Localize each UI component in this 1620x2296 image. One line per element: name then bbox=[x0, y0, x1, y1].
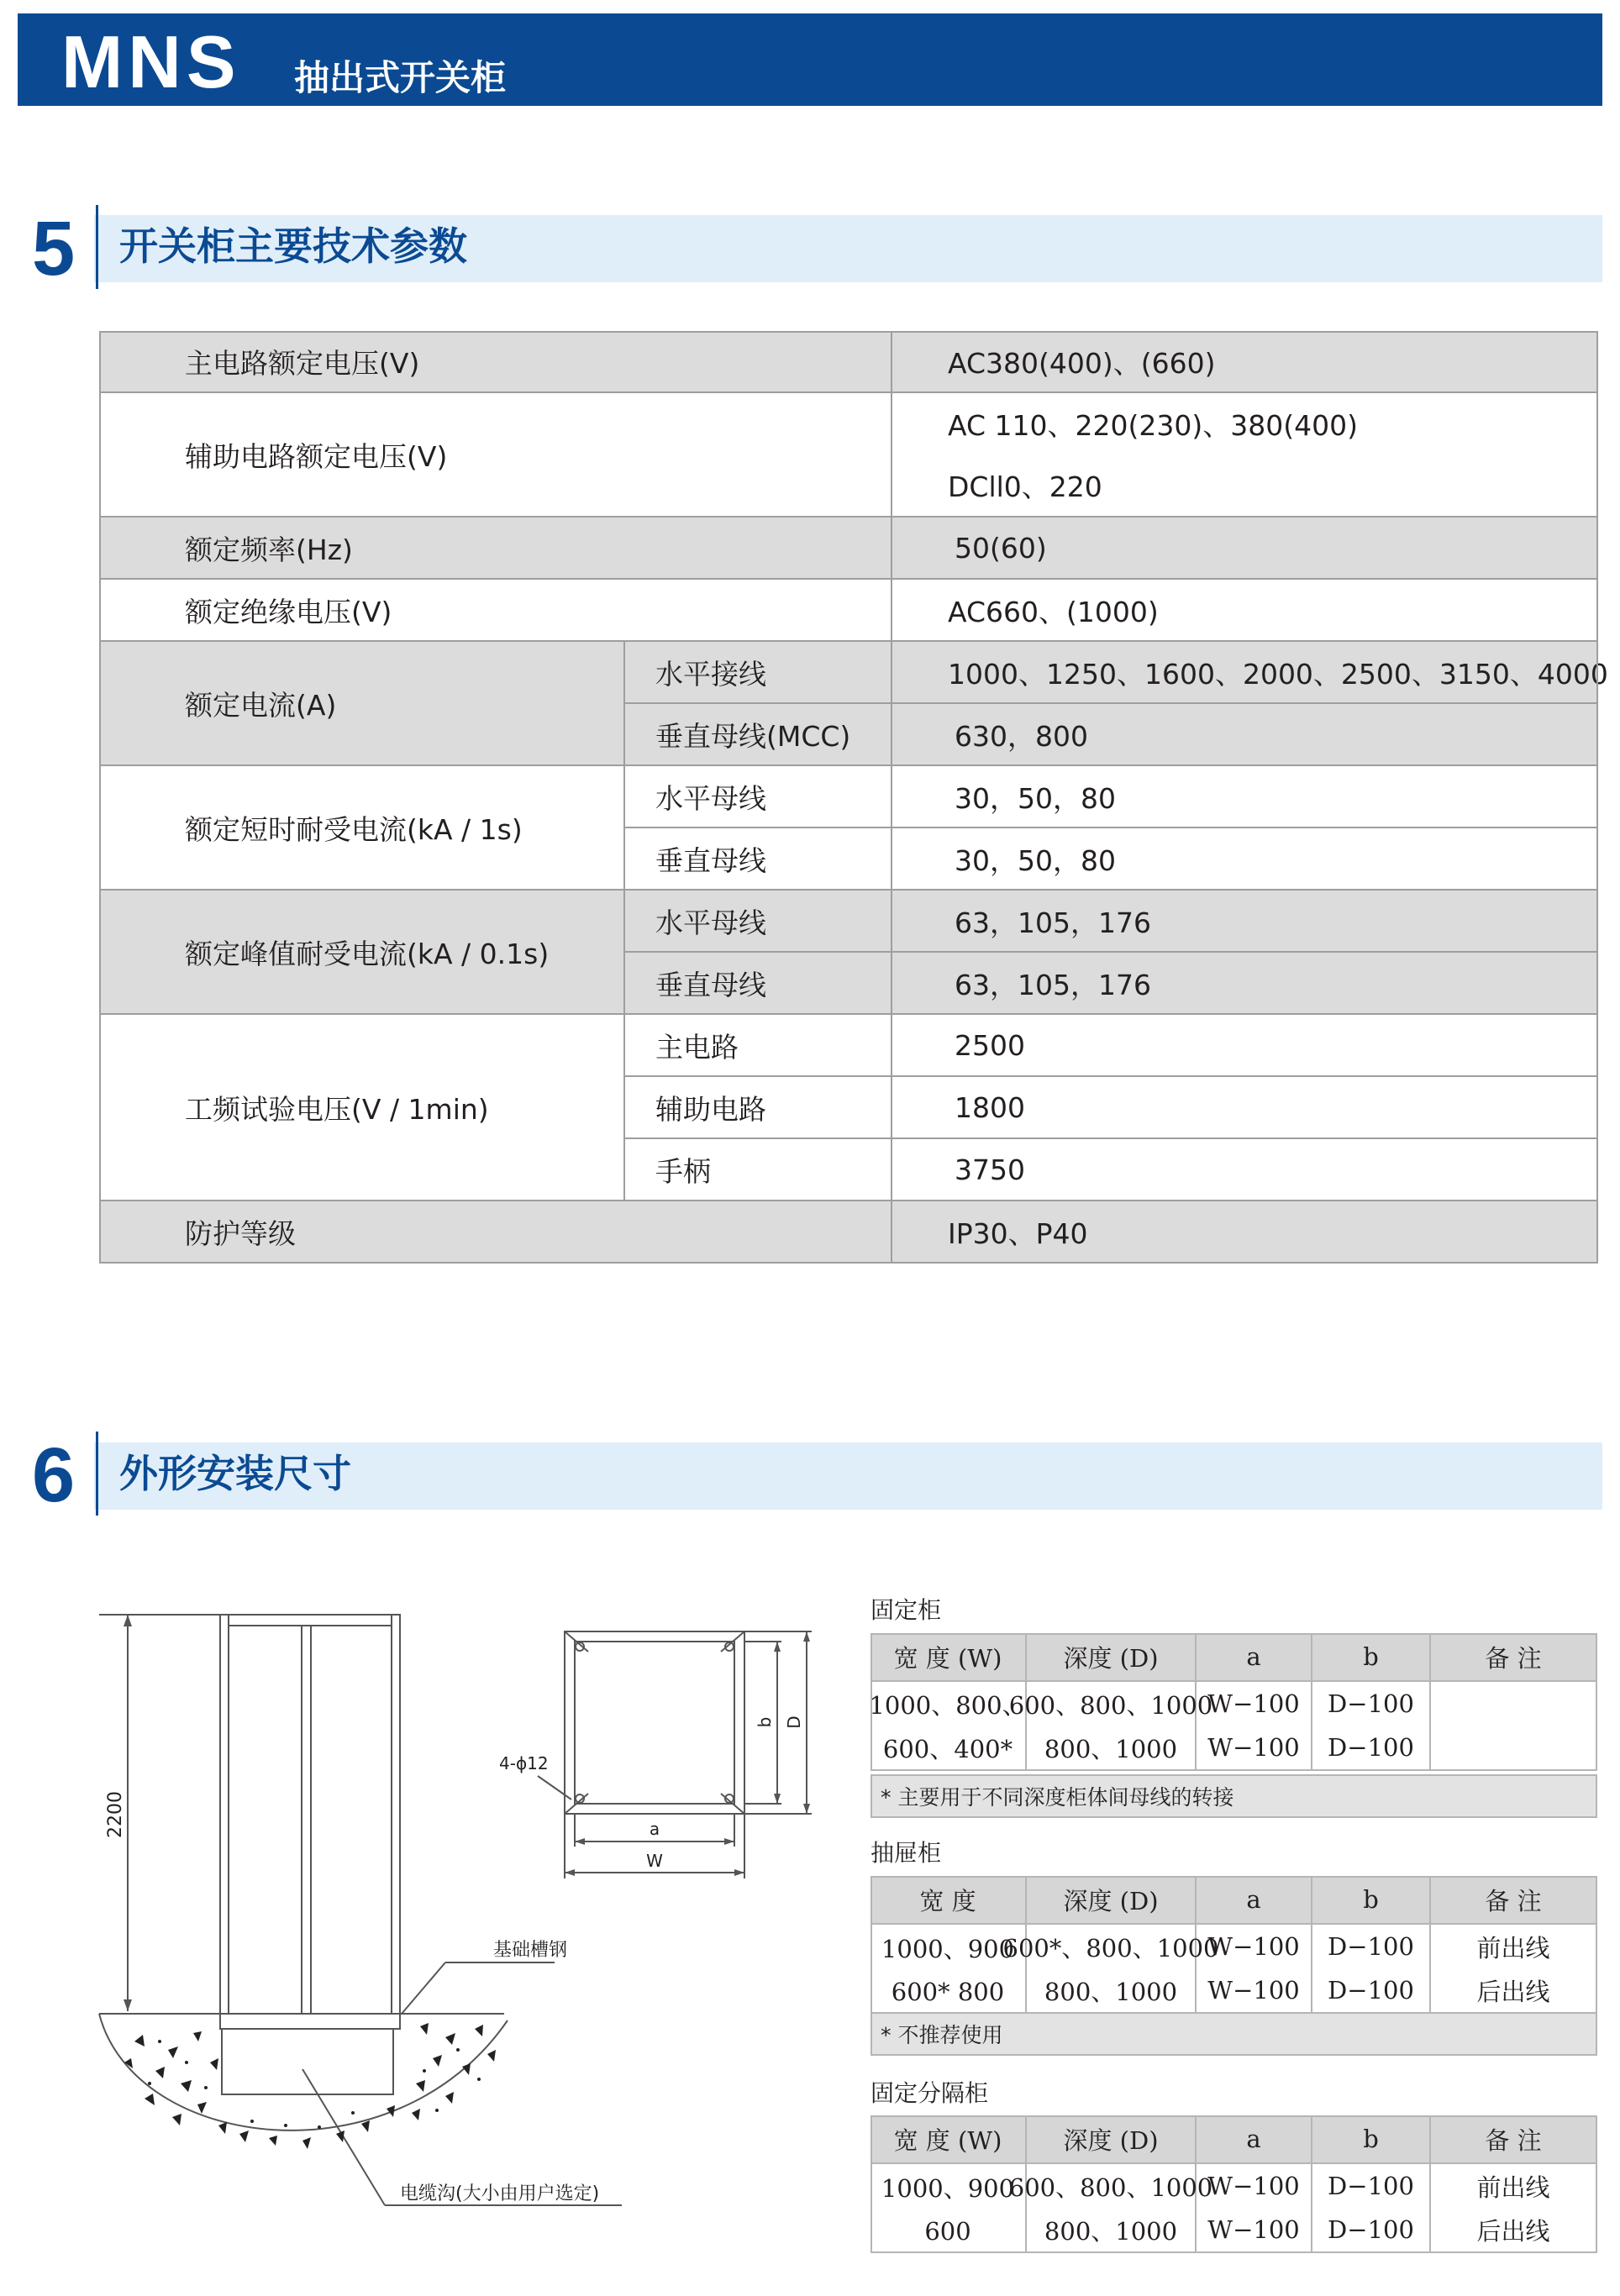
spec-label-current: 额定电流(A) bbox=[99, 642, 625, 766]
spec-label-peak: 额定峰值耐受电流(kA / 0.1s) bbox=[99, 891, 625, 1015]
separated-col-width bbox=[870, 2164, 1027, 2253]
fixed-caption: 固定柜 bbox=[870, 1596, 942, 1624]
spec-sub-peak-horizontal: 水平母线 bbox=[625, 891, 892, 953]
spec-value-peak-horizontal: 63，105，176 bbox=[892, 891, 1598, 953]
spec-value-short-vertical: 30，50，80 bbox=[892, 828, 1598, 891]
spec-sub-current-vertical: 垂直母线(MCC) bbox=[625, 704, 892, 766]
dim-a-label: a bbox=[649, 1819, 660, 1839]
table-cell: 800、1000 bbox=[1044, 1977, 1178, 2006]
dim-d-label: D bbox=[784, 1715, 804, 1729]
table-cell: 前出线 bbox=[1476, 2173, 1550, 2202]
section-6-rule bbox=[96, 1432, 98, 1516]
separated-table bbox=[870, 2115, 1597, 2253]
table-cell: 600 bbox=[924, 2216, 971, 2246]
table-cell: D−100 bbox=[1328, 1932, 1414, 1961]
section-5-number: 5 bbox=[32, 206, 76, 292]
cable-trench bbox=[222, 2029, 393, 2094]
fixed-table bbox=[870, 1633, 1597, 1778]
spec-label-frequency: 额定频率(Hz) bbox=[99, 518, 892, 580]
table-cell: W−100 bbox=[1207, 2172, 1300, 2200]
separated-col-depth bbox=[1008, 2164, 1213, 2253]
table-cell: W−100 bbox=[1207, 1689, 1300, 1718]
fixed-col-note bbox=[1431, 1682, 1597, 1771]
table-cell: 1000、900 bbox=[881, 2174, 1015, 2204]
spec-sub-current-horizontal: 水平接线 bbox=[625, 642, 892, 704]
separated-header-b: b bbox=[1312, 2115, 1431, 2164]
fixed-col-a bbox=[1197, 1682, 1312, 1771]
header-bar bbox=[18, 13, 1602, 106]
section-6-number: 6 bbox=[32, 1432, 76, 1518]
spec-sub-short-vertical: 垂直母线 bbox=[625, 828, 892, 891]
spec-table bbox=[99, 331, 1608, 1264]
table-cell: 600、400* bbox=[882, 1734, 1013, 1763]
table-cell: 后出线 bbox=[1476, 2216, 1550, 2246]
spec-sub-short-horizontal: 水平母线 bbox=[625, 766, 892, 828]
drawer-table bbox=[870, 1876, 1597, 2014]
table-cell: W−100 bbox=[1207, 1976, 1300, 2004]
spec-value-insulation: AC660、(1000) bbox=[892, 580, 1598, 642]
spec-label-aux-voltage: 辅助电路额定电压(V) bbox=[99, 393, 892, 518]
spec-value-aux-voltage bbox=[892, 393, 1598, 518]
spec-value-aux-ac: AC 110、220(230)、380(400) bbox=[948, 409, 1358, 442]
spec-value-frequency: 50(60) bbox=[892, 518, 1598, 580]
installation-drawing bbox=[0, 1579, 865, 2235]
separated-col-a bbox=[1197, 2164, 1312, 2253]
drawer-header-width: 宽 度 bbox=[870, 1876, 1027, 1925]
drawer-footnote: * 不推荐使用 bbox=[870, 2012, 1597, 2056]
fixed-col-b bbox=[1312, 1682, 1431, 1771]
dim-w-label: W bbox=[646, 1851, 663, 1871]
base-channel-label: 基础槽钢 bbox=[493, 1940, 568, 1961]
drawer-header-b: b bbox=[1312, 1876, 1431, 1925]
section-5-title: 开关柜主要技术参数 bbox=[119, 223, 467, 269]
separated-col-b bbox=[1312, 2164, 1431, 2253]
spec-sub-test-handle: 手柄 bbox=[625, 1139, 892, 1201]
fixed-footnote: * 主要用于不同深度柜体间母线的转接 bbox=[870, 1774, 1597, 1818]
holes-label: 4-ϕ12 bbox=[499, 1753, 549, 1773]
separated-header-note: 备 注 bbox=[1431, 2115, 1597, 2164]
section-5-rule bbox=[96, 205, 98, 289]
spec-sub-test-aux: 辅助电路 bbox=[625, 1077, 892, 1139]
table-cell: 1000、800、 bbox=[869, 1690, 1027, 1720]
table-cell: D−100 bbox=[1328, 1689, 1414, 1718]
brand-logo: MNS bbox=[61, 20, 241, 103]
channel-leader bbox=[402, 1962, 445, 2014]
drawer-header-depth: 深度 (D) bbox=[1027, 1876, 1197, 1925]
spec-value-peak-vertical: 63，105，176 bbox=[892, 953, 1598, 1015]
dim-b-label: b bbox=[755, 1716, 775, 1728]
separated-col-note bbox=[1431, 2164, 1597, 2253]
table-cell: D−100 bbox=[1328, 1976, 1414, 2004]
spec-value-protection: IP30、P40 bbox=[892, 1201, 1598, 1264]
trench-leader bbox=[302, 2069, 385, 2205]
table-cell: 1000、900 bbox=[881, 1935, 1015, 1964]
spec-value-test-main: 2500 bbox=[892, 1015, 1598, 1077]
spec-value-test-handle: 3750 bbox=[892, 1139, 1598, 1201]
spec-value-main-voltage: AC380(400)、(660) bbox=[892, 331, 1598, 393]
spec-label-short-time: 额定短时耐受电流(kA / 1s) bbox=[99, 766, 625, 891]
fixed-header-a: a bbox=[1197, 1633, 1312, 1682]
spec-label-main-voltage: 主电路额定电压(V) bbox=[99, 331, 892, 393]
table-cell: 600、800、1000 bbox=[1008, 2173, 1213, 2202]
table-cell: W−100 bbox=[1207, 1932, 1300, 1961]
height-label: 2200 bbox=[105, 1791, 126, 1838]
section-6-title: 外形安装尺寸 bbox=[119, 1451, 351, 1496]
fixed-header-note: 备 注 bbox=[1431, 1633, 1597, 1682]
cable-trench-label: 电缆沟(大小由用户选定) bbox=[400, 2183, 600, 2204]
table-cell: W−100 bbox=[1207, 2215, 1300, 2244]
fixed-header-width: 宽 度 (W) bbox=[870, 1633, 1027, 1682]
spec-value-aux-dc: DCll0、220 bbox=[948, 470, 1102, 503]
table-cell: 800、1000 bbox=[1044, 1734, 1178, 1763]
drawer-col-note bbox=[1431, 1925, 1597, 2014]
separated-header-width: 宽 度 (W) bbox=[870, 2115, 1027, 2164]
fixed-header-b: b bbox=[1312, 1633, 1431, 1682]
spec-label-protection: 防护等级 bbox=[99, 1201, 892, 1264]
spec-label-test-voltage: 工频试验电压(V / 1min) bbox=[99, 1015, 625, 1201]
drawer-header-note: 备 注 bbox=[1431, 1876, 1597, 1925]
fixed-col-depth bbox=[1008, 1682, 1213, 1771]
table-cell: D−100 bbox=[1328, 1733, 1414, 1762]
mounting-holes bbox=[576, 1642, 734, 1803]
table-cell: 600* 800 bbox=[891, 1977, 1005, 2006]
table-cell: W−100 bbox=[1207, 1733, 1300, 1762]
separated-caption: 固定分隔柜 bbox=[870, 2079, 989, 2107]
drawer-col-a bbox=[1197, 1925, 1312, 2014]
table-cell: 后出线 bbox=[1476, 1977, 1550, 2006]
table-cell: 600*、800、1000 bbox=[1002, 1933, 1219, 1962]
fixed-col-width bbox=[870, 1682, 1027, 1771]
separated-header-depth: 深度 (D) bbox=[1027, 2115, 1197, 2164]
header-subtitle: 抽出式开关柜 bbox=[294, 57, 507, 98]
spec-value-test-aux: 1800 bbox=[892, 1077, 1598, 1139]
drawer-header-a: a bbox=[1197, 1876, 1312, 1925]
spec-sub-peak-vertical: 垂直母线 bbox=[625, 953, 892, 1015]
base-channel-steel bbox=[220, 2014, 400, 2029]
drawer-caption: 抽屉柜 bbox=[870, 1839, 942, 1867]
table-cell: D−100 bbox=[1328, 2172, 1414, 2200]
spec-sub-test-main: 主电路 bbox=[625, 1015, 892, 1077]
table-cell: 800、1000 bbox=[1044, 2216, 1178, 2246]
plan-view-outline bbox=[565, 1631, 744, 1814]
table-cell: 前出线 bbox=[1476, 1933, 1550, 1962]
fixed-header-depth: 深度 (D) bbox=[1027, 1633, 1197, 1682]
spec-value-current-vertical: 630，800 bbox=[892, 704, 1598, 766]
spec-label-insulation: 额定绝缘电压(V) bbox=[99, 580, 892, 642]
drawer-col-b bbox=[1312, 1925, 1431, 2014]
spec-value-short-horizontal: 30，50，80 bbox=[892, 766, 1598, 828]
drawer-col-depth bbox=[1002, 1925, 1219, 2014]
separated-header-a: a bbox=[1197, 2115, 1312, 2164]
table-cell: 600、800、1000 bbox=[1008, 1690, 1213, 1720]
table-cell: D−100 bbox=[1328, 2215, 1414, 2244]
spec-value-current-horizontal: 1000、1250、1600、2000、2500、3150、4000 bbox=[892, 642, 1598, 704]
